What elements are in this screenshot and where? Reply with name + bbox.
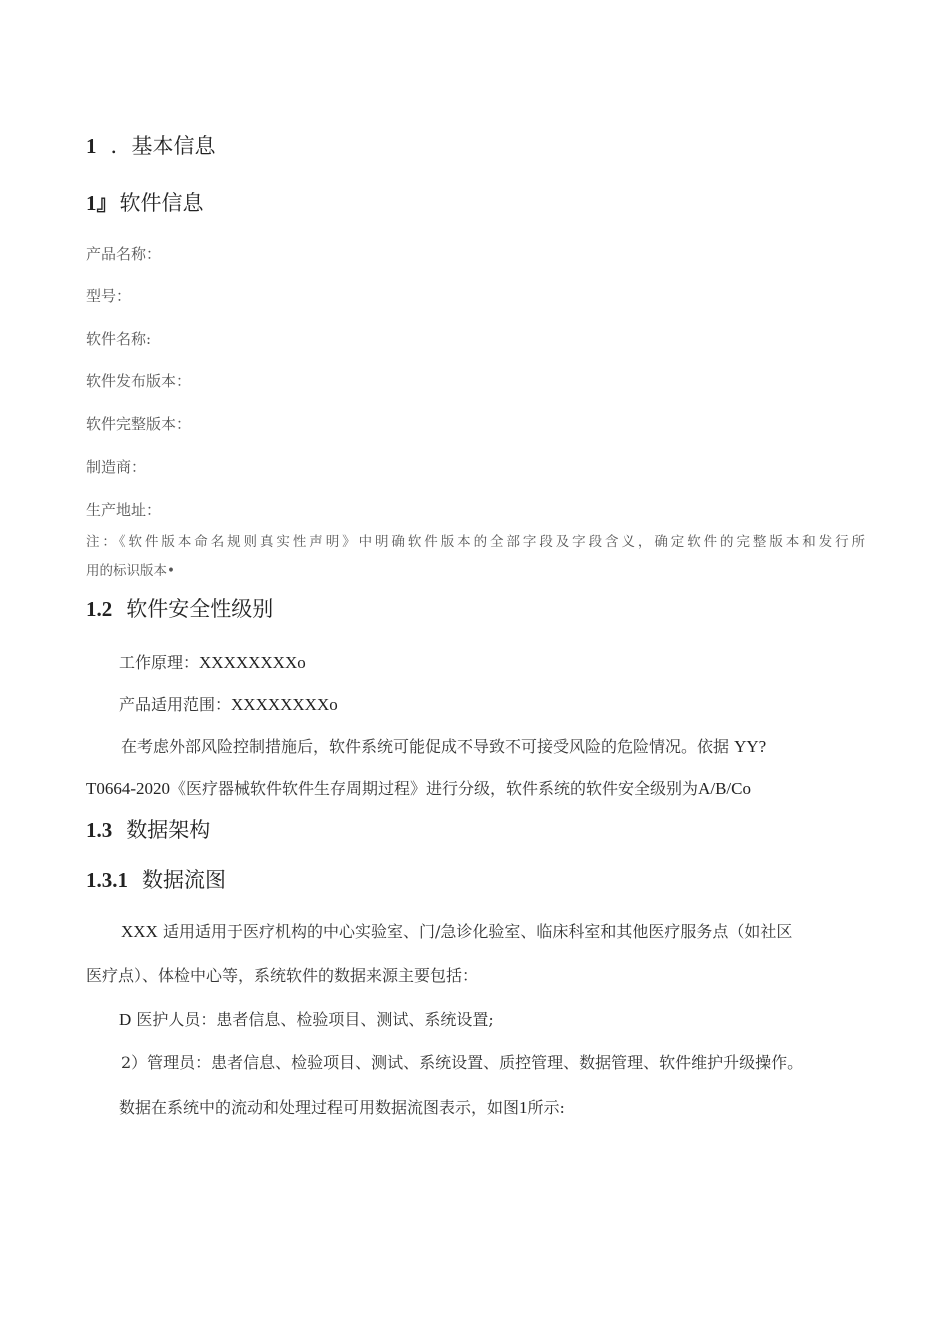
standard-code-prefix: YY?: [734, 737, 767, 756]
section-title: 软件信息: [119, 191, 204, 215]
field-release-version: 软件发布版本：: [86, 372, 192, 390]
section-number: 1.3: [86, 818, 113, 842]
product-placeholder: XXX: [121, 922, 158, 941]
section-number: 1: [86, 134, 97, 158]
closing-end: 所示:: [527, 1098, 565, 1117]
working-principle-value: XXXXXXXXo: [199, 653, 306, 672]
note-line-1: 注：《软件版本命名规则真实性声明》中明确软件版本的全部字段及字段含义，确定软件的完整版本和发行所: [86, 534, 865, 550]
field-model: 型号：: [86, 287, 132, 305]
safety-paragraph-text: 在考虑外部风险控制措施后，软件系统可能促成不导致不可接受风险的危险情况。依据: [121, 737, 730, 756]
safety-paragraph-line-1: [121, 734, 766, 757]
standard-title-text: 《医疗器械软件软件生存周期过程》进行分级，软件系统的软件安全级别为: [170, 779, 699, 798]
field-product-name: 产品名称：: [86, 245, 162, 263]
dataflow-intro-line-1: [121, 919, 792, 942]
section-title: 数据架构: [126, 818, 211, 842]
closing-text: 数据在系统中的流动和处理过程可用数据流图表示，如图: [119, 1098, 520, 1117]
data-source-item-2: 2）管理员：患者信息、检验项目、测试、系统设置、质控管理、数据管理、软件维护升级操作。: [121, 1053, 804, 1072]
working-principle-label: 工作原理：: [119, 653, 200, 672]
section-1-3-heading: [86, 814, 210, 844]
data-source-item-1: [119, 1007, 494, 1030]
field-full-version: 软件完整版本：: [86, 415, 192, 433]
section-1-3-1-heading: [86, 864, 226, 894]
working-principle: [119, 650, 306, 673]
section-title: 基本信息: [131, 134, 216, 158]
note-line-2: 用的标识版本•: [86, 563, 175, 579]
applicable-scope-label: 产品适用范围：: [119, 695, 232, 714]
section-1-heading: [86, 130, 216, 160]
field-manufacturer: 制造商：: [86, 458, 147, 476]
dataflow-intro-line-2: 医疗点）、体检中心等，系统软件的数据来源主要包括：: [86, 966, 479, 985]
item-marker: D: [119, 1010, 132, 1029]
section-number: 1.2: [86, 597, 113, 621]
section-number: 1』: [86, 191, 118, 215]
standard-code: T0664-2020: [86, 779, 171, 798]
section-1-2-heading: [86, 593, 273, 623]
dataflow-intro-text: 适用适用于医疗机构的中心实验室、门/急诊化验室、临床科室和其他医疗服务点（如社区: [162, 922, 793, 941]
section-title: 数据流图: [142, 868, 226, 892]
safety-paragraph-line-2: [86, 776, 751, 799]
applicable-scope: [119, 692, 338, 715]
section-number: 1.3.1: [86, 868, 128, 892]
safety-level: A/B/Co: [698, 779, 751, 798]
item-text: 医护人员：患者信息、检验项目、测试、系统设置;: [136, 1010, 494, 1029]
dataflow-closing: [119, 1095, 565, 1118]
field-address: 生产地址：: [86, 501, 162, 519]
section-separator: ．: [110, 134, 132, 158]
section-title: 软件安全性级别: [126, 597, 274, 621]
figure-number: 1: [519, 1098, 528, 1117]
applicable-scope-value: XXXXXXXXo: [231, 695, 338, 714]
field-software-name: 软件名称:: [86, 330, 152, 348]
section-1-1-heading: [86, 187, 204, 217]
